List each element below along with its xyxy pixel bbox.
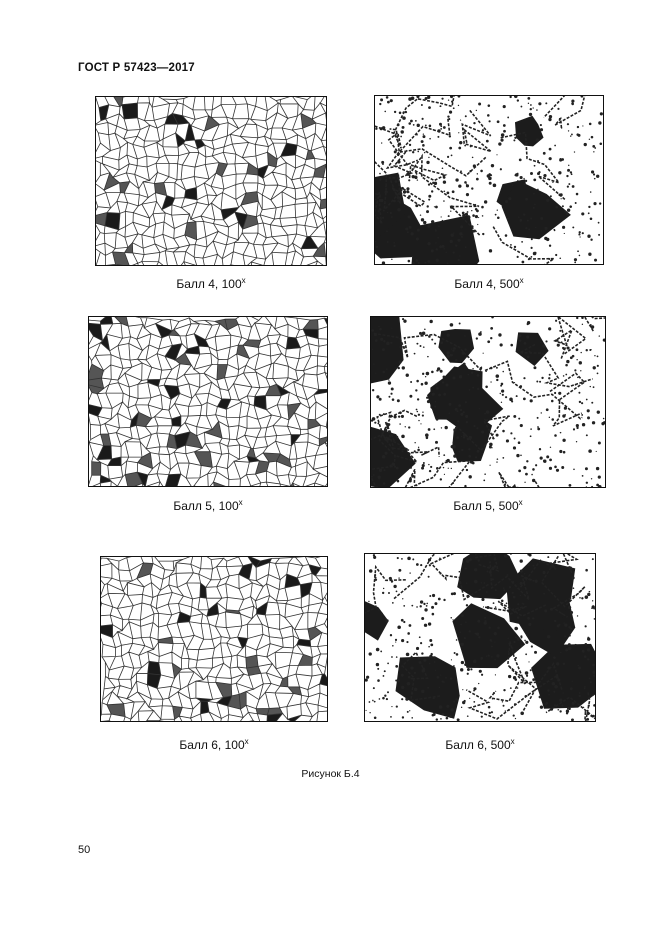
- document-header: ГОСТ Р 57423—2017: [78, 62, 195, 74]
- micrograph-image: [375, 96, 603, 264]
- caption-label: Балл 5,: [173, 499, 216, 513]
- caption-magnification: 100: [218, 499, 239, 513]
- caption-label: Балл 4,: [454, 277, 497, 291]
- caption-times: х: [244, 737, 249, 746]
- caption-label: Балл 5,: [453, 499, 496, 513]
- figure-caption: Рисунок Б.4: [301, 768, 360, 780]
- caption-label: Балл 4,: [176, 277, 219, 291]
- caption-times: х: [519, 276, 524, 285]
- micrograph-image: [89, 317, 327, 486]
- micrograph-image: [371, 317, 605, 487]
- caption-magnification: 100: [221, 277, 242, 291]
- caption-magnification: 500: [498, 499, 519, 513]
- caption-score-4-100x: [95, 277, 327, 291]
- micrograph-score-4-100x: [95, 96, 327, 266]
- caption-magnification: 500: [499, 277, 520, 291]
- micrograph-score-5-500x: [370, 316, 606, 488]
- caption-score-5-500x: [370, 499, 606, 513]
- micrograph-score-6-500x: [364, 553, 596, 722]
- caption-magnification: 100: [224, 738, 245, 752]
- micrograph-score-4-500x: [374, 95, 604, 265]
- caption-label: Балл 6,: [445, 738, 488, 752]
- caption-times: х: [510, 737, 515, 746]
- micrograph-image: [101, 557, 327, 721]
- micrograph-image: [96, 97, 326, 265]
- caption-times: х: [241, 276, 246, 285]
- micrograph-score-6-100x: [100, 556, 328, 722]
- caption-label: Балл 6,: [179, 738, 222, 752]
- page-number: 50: [78, 844, 91, 856]
- micrograph-image: [365, 554, 595, 721]
- caption-times: х: [518, 498, 523, 507]
- caption-score-6-500x: [364, 738, 596, 752]
- caption-score-4-500x: [374, 277, 604, 291]
- caption-score-6-100x: [100, 738, 328, 752]
- caption-times: х: [238, 498, 243, 507]
- caption-magnification: 500: [490, 738, 511, 752]
- caption-score-5-100x: [88, 499, 328, 513]
- micrograph-score-5-100x: [88, 316, 328, 487]
